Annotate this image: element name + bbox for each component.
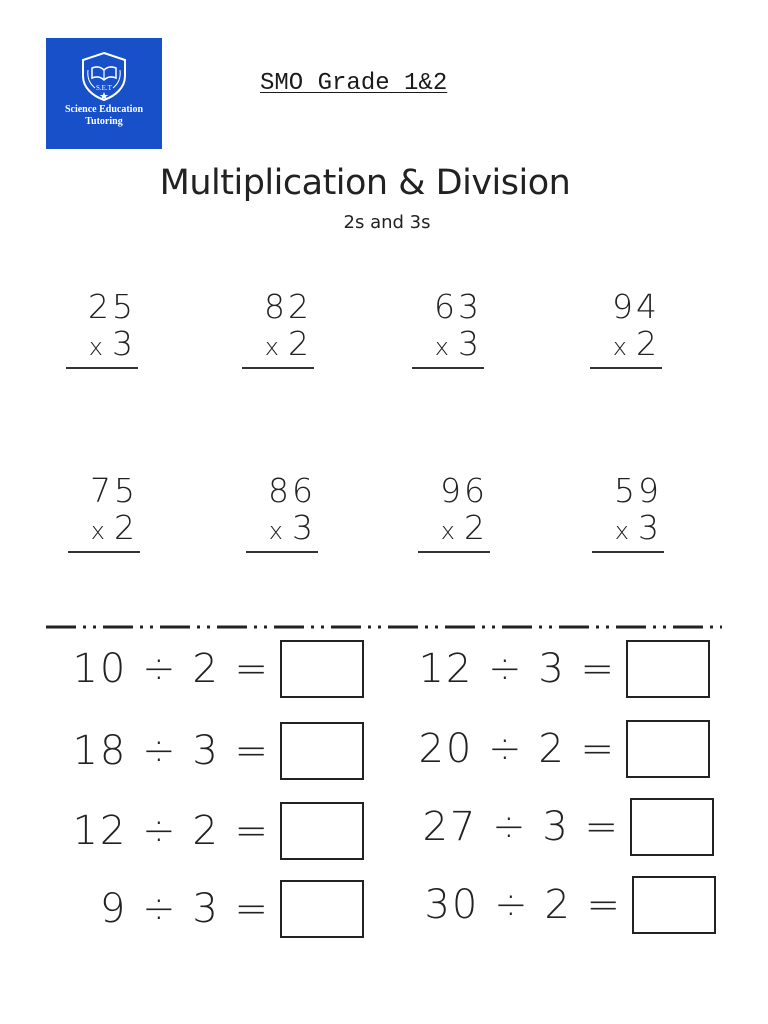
multiplier: 3 <box>638 508 662 547</box>
multiplication-problem-4 <box>590 288 662 369</box>
answer-box[interactable] <box>280 802 364 860</box>
multiplication-problem-5 <box>68 472 140 553</box>
multiplicand: 96 <box>440 471 488 510</box>
division-expression: 9 ÷ 3 = <box>99 886 270 932</box>
multiplication-problem-1 <box>66 288 138 369</box>
times-sign: x <box>88 333 106 361</box>
multiplicand: 82 <box>264 287 312 326</box>
times-sign: x <box>90 517 108 545</box>
multiplier: 3 <box>458 324 482 363</box>
division-expression: 18 ÷ 3 = <box>72 728 270 774</box>
page-heading: SMO Grade 1&2 <box>260 70 448 97</box>
answer-box[interactable] <box>626 640 710 698</box>
division-problem-8 <box>386 874 716 936</box>
multiplier: 2 <box>636 324 660 363</box>
division-problem-4 <box>380 718 710 780</box>
answer-box[interactable] <box>280 640 364 698</box>
multiplicand: 86 <box>268 471 316 510</box>
multiplier: 3 <box>292 508 316 547</box>
worksheet-subtitle: 2s and 3s <box>343 212 431 233</box>
multiplier: 3 <box>112 324 136 363</box>
multiplication-problem-6 <box>246 472 318 553</box>
answer-box[interactable] <box>280 880 364 938</box>
division-problem-6 <box>384 796 714 858</box>
multiplicand: 59 <box>614 471 662 510</box>
division-expression: 10 ÷ 2 = <box>72 646 270 692</box>
answer-box[interactable] <box>632 876 716 934</box>
times-sign: x <box>440 517 458 545</box>
division-problem-5 <box>40 800 364 862</box>
multiplication-problem-2 <box>242 288 314 369</box>
division-problem-1 <box>40 638 364 700</box>
multiplier: 2 <box>464 508 488 547</box>
division-problem-3 <box>40 720 364 782</box>
logo-name: Science Education Tutoring <box>64 104 144 127</box>
division-problem-7 <box>40 878 364 940</box>
multiplicand: 63 <box>434 287 482 326</box>
multiplication-problem-7 <box>418 472 490 553</box>
logo-initials: S.E.T <box>96 84 112 92</box>
multiplier: 2 <box>288 324 312 363</box>
division-expression: 30 ÷ 2 = <box>424 882 622 928</box>
division-problem-2 <box>380 638 710 700</box>
multiplicand: 75 <box>90 471 138 510</box>
answer-box[interactable] <box>626 720 710 778</box>
answer-box[interactable] <box>280 722 364 780</box>
times-sign: x <box>434 333 452 361</box>
division-expression: 12 ÷ 2 = <box>72 808 270 854</box>
answer-box[interactable] <box>630 798 714 856</box>
worksheet-title: Multiplication & Division <box>159 163 571 203</box>
multiplication-problem-3 <box>412 288 484 369</box>
times-sign: x <box>268 517 286 545</box>
multiplicand: 25 <box>88 287 136 326</box>
division-expression: 27 ÷ 3 = <box>422 804 620 850</box>
times-sign: x <box>264 333 282 361</box>
cut-line-divider <box>46 624 722 630</box>
school-logo <box>46 38 162 149</box>
division-expression: 12 ÷ 3 = <box>418 646 616 692</box>
shield-book-icon <box>78 50 130 102</box>
multiplier: 2 <box>114 508 138 547</box>
division-expression: 20 ÷ 2 = <box>418 726 616 772</box>
multiplication-problem-8 <box>592 472 664 553</box>
times-sign: x <box>612 333 630 361</box>
multiplicand: 94 <box>612 287 660 326</box>
times-sign: x <box>614 517 632 545</box>
